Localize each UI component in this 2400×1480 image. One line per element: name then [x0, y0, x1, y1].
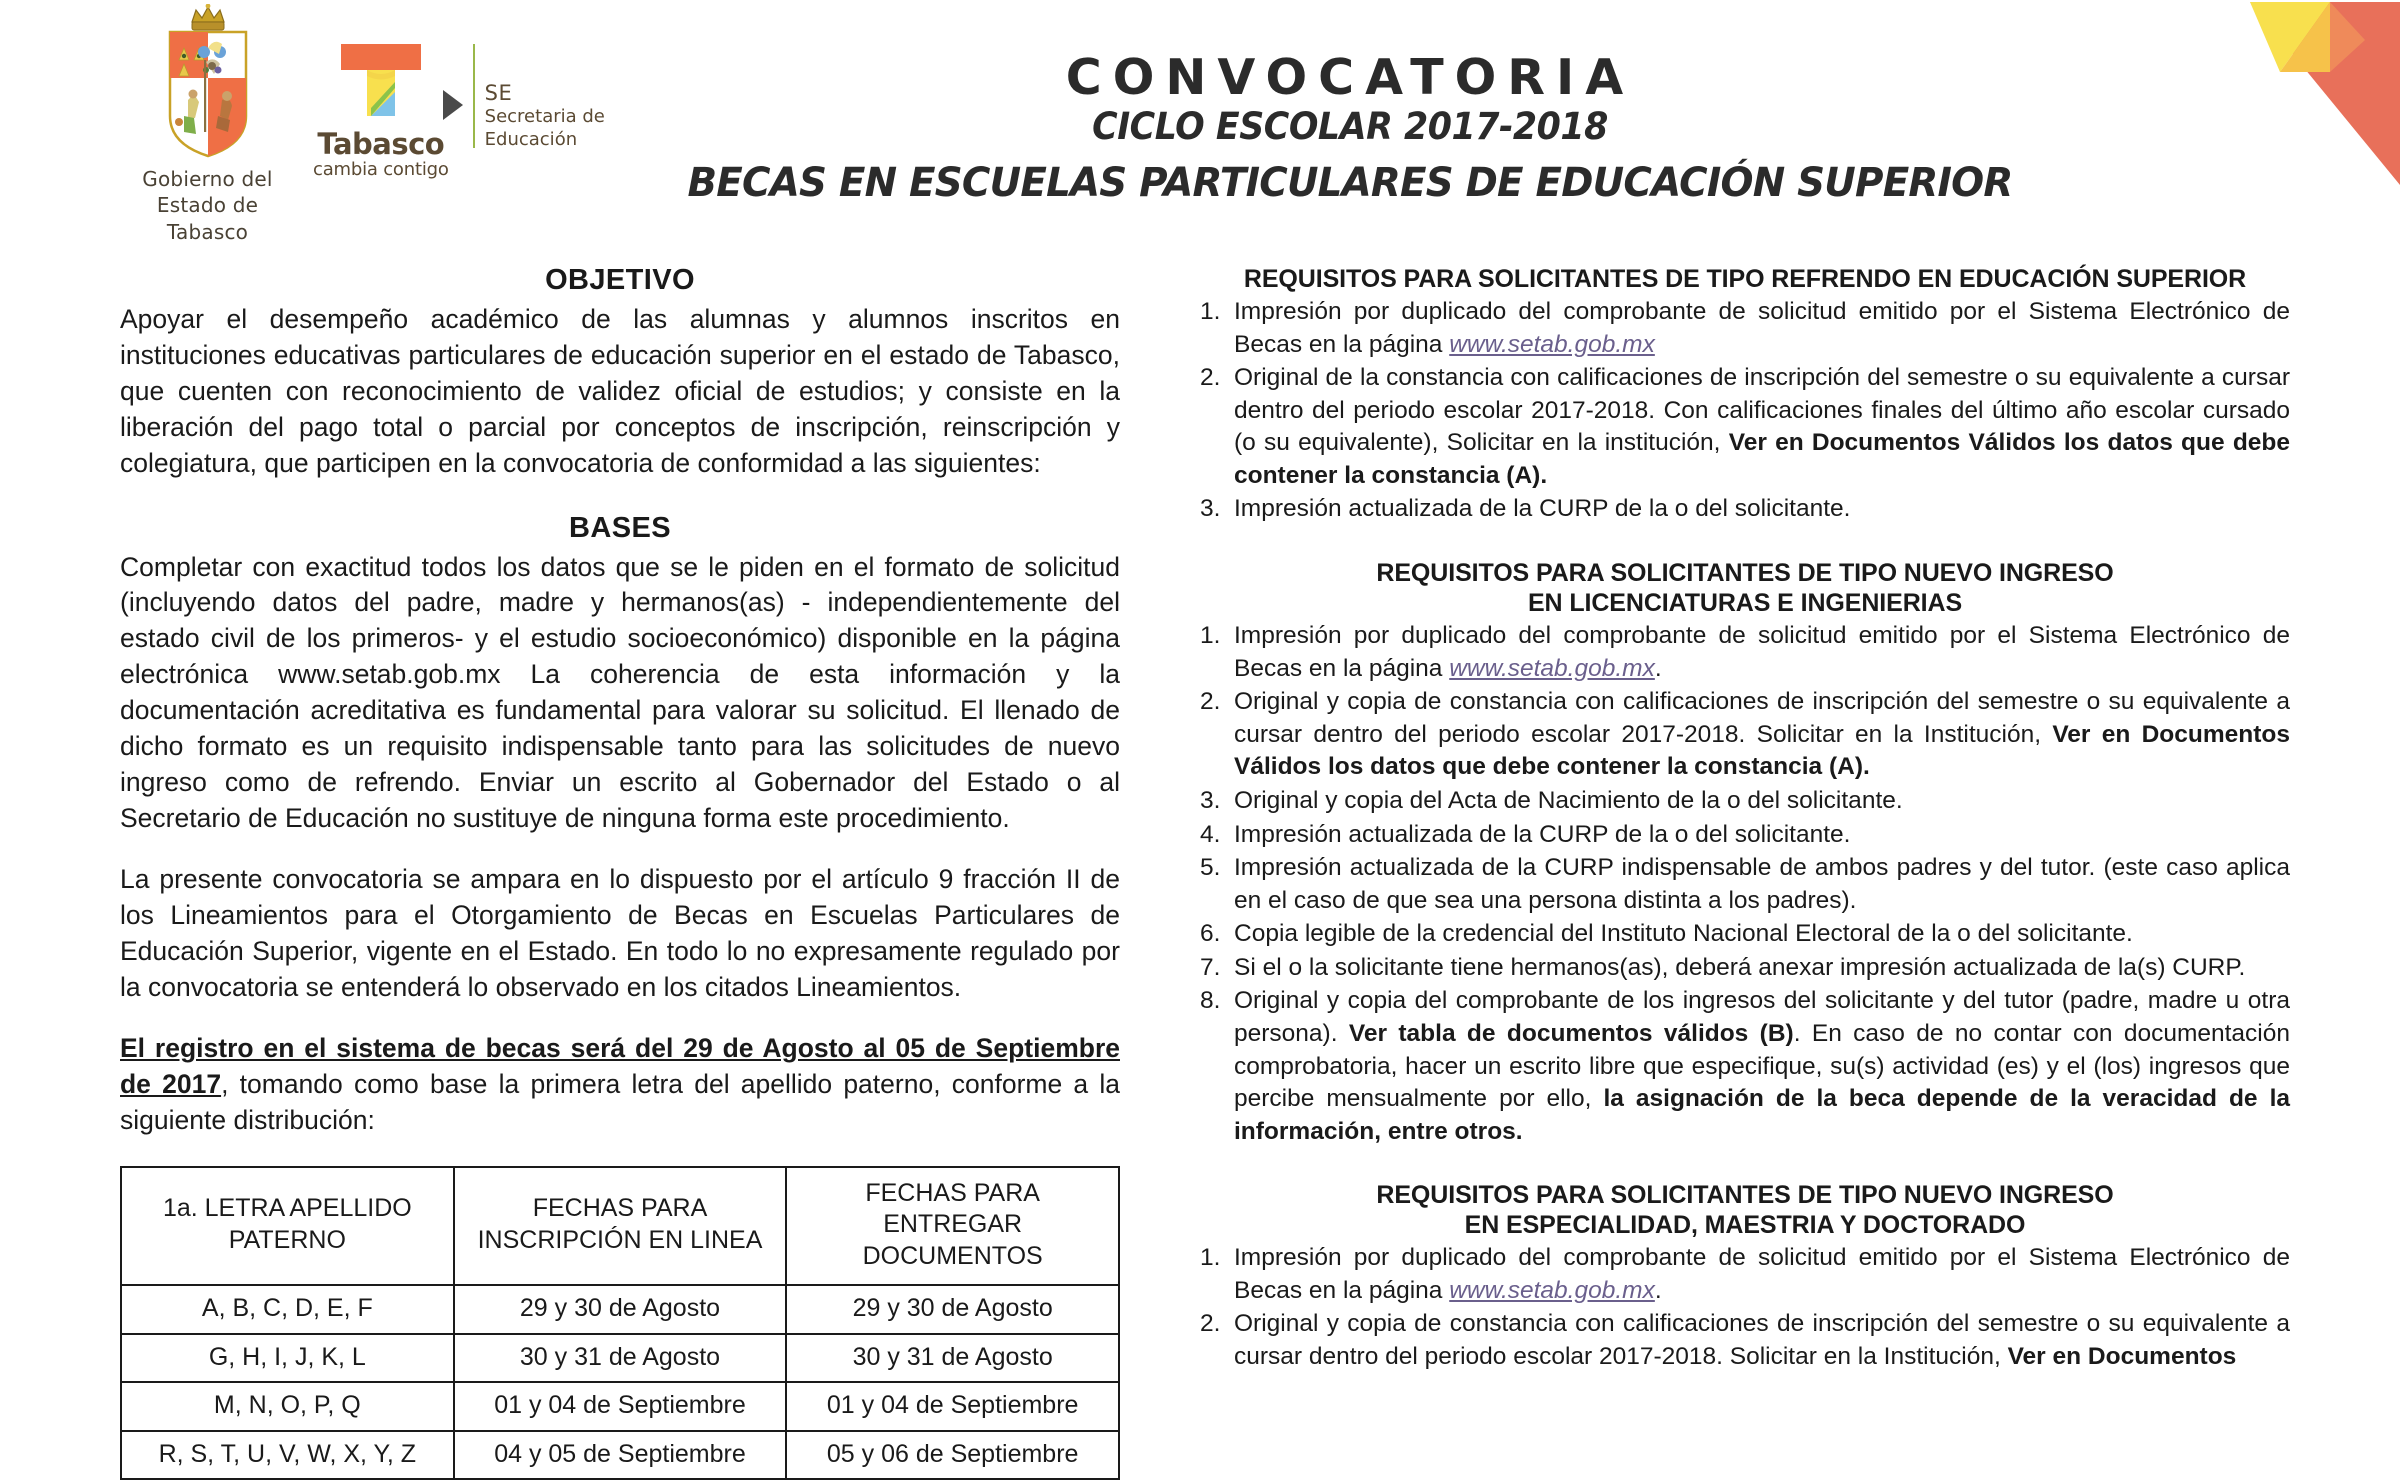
table-cell-inscripcion: 01 y 04 de Septiembre [454, 1382, 787, 1431]
gobierno-caption [120, 166, 295, 245]
list-item [1200, 362, 2290, 492]
objetivo-heading: OBJETIVO [545, 264, 695, 296]
refrendo-heading: REQUISITOS PARA SOLICITANTES DE TIPO REFRENDO EN EDUCACIÓN SUPERIOR [1243, 265, 2247, 293]
table-body [121, 1285, 1119, 1479]
tabasco-t-logo-icon [331, 38, 431, 126]
se-line1: Secretaria de [484, 106, 605, 128]
list-item [1200, 918, 2290, 951]
objetivo-paragraph: Apoyar el desempeño académico de las alumnas y alumnos inscritos en instituciones educativas particulares de educación superior en el estado de Tabasco, que cuenten con reconocimiento de validez oficial de estudios; y consiste en la liberación del pago total o parcial por conceptos de inscripción, reinscripción y colegiatura, que participen en la convocatoria de conformidad a las siguientes: [120, 304, 1120, 478]
licenciaturas-heading-line2: EN LICENCIATURAS E INGENIERIAS [1527, 589, 1963, 618]
bases-heading: BASES [569, 511, 671, 544]
table-row [121, 1285, 1119, 1334]
bases-paragraph-2: La presente convocatoria se ampara en lo dispuesto por el artículo 9 fracción II de los Lineamientos para el Otorgamiento de Becas en Escuelas Particulares de Educación Superior, vigente en el Estado. En todo lo no expresamente regulado por la convocatoria se entenderá lo observado en los citados Lineamientos. [120, 863, 1120, 1002]
table-row [121, 1431, 1119, 1480]
tabasco-wordmark: Tabasco [317, 127, 445, 161]
tabasco-tagline: cambia contigo [313, 159, 449, 180]
table-cell-documentos: 01 y 04 de Septiembre [786, 1382, 1119, 1431]
right-column [1180, 264, 2400, 1375]
req-text: Original y copia de constancia con calificaciones de inscripción del semestre o su equivalente a cursar dentro del periodo escolar 2017-2018. Solicitar en la Institución, [1234, 688, 2290, 748]
table-header-letra-l2: PATERNO [228, 1225, 346, 1254]
setab-link[interactable]: www.setab.gob.mx [1449, 330, 1655, 358]
table-cell-inscripcion: 30 y 31 de Agosto [454, 1334, 787, 1383]
list-item [1200, 686, 2290, 784]
req-text: Impresión actualizada de la CURP indispensable de ambos padres y del tutor. (este caso aplica en el caso de que sea una persona distinta a los padres). [1234, 854, 2290, 914]
req-text: Si el o la solicitante tiene hermanos(as), deberá anexar impresión actualizada de la(s) CURP. [1234, 953, 2246, 981]
licenciaturas-requirements-list [1200, 620, 2290, 1148]
req-text: Impresión por duplicado del comprobante de solicitud emitido por el Sistema Electrónico de Becas en la página [1234, 298, 2290, 358]
table-cell-documentos: 05 y 06 de Septiembre [786, 1431, 1119, 1480]
refrendo-requirements-list [1200, 296, 2290, 526]
list-item [1200, 493, 2290, 526]
school-cycle-subtitle: CICLO ESCOLAR 2017-2018 [1092, 105, 1608, 149]
distribution-table [120, 1166, 1120, 1480]
bases-paragraph-1: Completar con exactitud todos los datos que se le piden en el formato de solicitud (incluyendo datos del padre, madre y hermanos(as) - independientemente del estado civil de los primeros- y el estudio socioeconómico) disponible en la página electrónica www.setab.gob.mx La coherencia de esta información y la documentación acreditativa es fundamental para valorar su solicitud. El llenado de dicho formato es un requisito indispensable tanto para las solicitudes de nuevo ingreso como de refrendo. Enviar un escrito al Gobernador del Estado o al Secretario de Educación no sustituye de ninguna forma este procedimiento. [120, 551, 1120, 833]
req-text: Impresión actualizada de la CURP de la o del solicitante. [1234, 820, 1851, 848]
table-cell-letras: M, N, O, P, Q [121, 1382, 454, 1431]
req-text-post: . [1654, 1276, 1662, 1304]
registro-line [120, 1031, 1120, 1139]
req-text: Impresión por duplicado del comprobante de solicitud emitido por el Sistema Electrónico de Becas en la página [1234, 622, 2290, 682]
table-cell-letras: G, H, I, J, K, L [121, 1334, 454, 1383]
coat-of-arms-icon [148, 4, 268, 164]
setab-link[interactable]: www.setab.gob.mx [1449, 1276, 1655, 1304]
req-text: Original y copia del comprobante de los ingresos del solicitante y del tutor (padre, madre u otra persona). [1234, 987, 2290, 1047]
gobierno-logo [120, 4, 295, 245]
table-cell-letras: A, B, C, D, E, F [121, 1285, 454, 1334]
req-text-mid: . En caso de no contar con documentación comprobatoria, hacer un escrito libre que especifique, su(s) actividad (es) y el (los) ingresos que percibe mensualmente por ello, [1234, 1019, 2291, 1113]
req-text-bold: Ver tabla de documentos válidos (B) [1348, 1019, 1794, 1047]
req-text: Original y copia del Acta de Nacimiento de la o del solicitante. [1234, 786, 1903, 814]
list-item [1200, 952, 2290, 985]
req-text: Original de la constancia con calificaciones de inscripción del semestre o su equivalente a cursar dentro del periodo escolar 2017-2018. Con calificaciones finales del último año escolar cursado (o su equivalente), Solicitar en la institución, [1234, 364, 2290, 457]
req-text-post: . [1654, 654, 1662, 682]
list-item [1200, 985, 2290, 1148]
table-header-documentos-l1: FECHAS PARA [865, 1178, 1040, 1207]
coat-of-arms-tabasco-icon [148, 4, 268, 159]
page-title: CONVOCATORIA [1065, 49, 1635, 106]
table-cell-inscripcion: 29 y 30 de Agosto [454, 1285, 787, 1334]
posgrado-heading-line1: REQUISITOS PARA SOLICITANTES DE TIPO NUEVO INGRESO [1376, 1181, 2114, 1210]
table-header-inscripcion-l2: INSCRIPCIÓN EN LINEA [477, 1225, 763, 1254]
posgrado-heading-line2: EN ESPECIALIDAD, MAESTRIA Y DOCTORADO [1464, 1211, 2026, 1240]
se-abbreviation: SE [484, 81, 513, 105]
table-row [121, 1334, 1119, 1383]
table-cell-letras: R, S, T, U, V, W, X, Y, Z [121, 1431, 454, 1480]
gobierno-caption-line2: Estado de Tabasco [156, 193, 259, 244]
posgrado-requirements-list [1200, 1242, 2290, 1373]
list-item [1200, 819, 2290, 852]
document-header [0, 0, 2400, 250]
table-cell-documentos: 30 y 31 de Agosto [786, 1334, 1119, 1383]
list-item [1200, 1242, 2290, 1307]
table-header-documentos-l2: ENTREGAR DOCUMENTOS [862, 1210, 1043, 1270]
content-columns [0, 264, 2400, 1480]
setab-link[interactable]: www.setab.gob.mx [1449, 654, 1655, 682]
registro-period-bold: El registro en el sistema de becas será del 29 de Agosto al 05 de Septiembre de 2017 [120, 1033, 1120, 1100]
list-item [1200, 785, 2290, 818]
list-item [1200, 852, 2290, 917]
table-cell-inscripcion: 04 y 05 de Septiembre [454, 1431, 787, 1480]
licenciaturas-heading [1200, 558, 2290, 618]
program-title: BECAS EN ESCUELAS PARTICULARES DE EDUCACIÓN SUPERIOR [687, 159, 2013, 206]
se-line2: Educación [484, 129, 578, 151]
req-text-bold: Ver en Documentos Válidos los datos que debe contener la constancia (A). [1234, 720, 2290, 781]
req-text-bold: Ver en Documentos [2007, 1343, 2237, 1371]
list-item [1200, 620, 2290, 685]
registro-period-rest: , tomando como base la primera letra del apellido paterno, conforme a la siguiente distribución: [120, 1069, 1120, 1136]
table-row [121, 1382, 1119, 1431]
table-cell-documentos: 29 y 30 de Agosto [786, 1285, 1119, 1334]
left-column [0, 264, 1180, 1480]
gobierno-caption-line1: Gobierno del [142, 167, 273, 191]
req-text: Copia legible de la credencial del Instituto Nacional Electoral de la o del solicitante. [1234, 920, 2133, 948]
table-header-inscripcion-l1: FECHAS PARA [532, 1194, 708, 1223]
list-item [1200, 1308, 2290, 1373]
req-text-bold: Ver en Documentos Válidos los datos que debe contener la constancia (A). [1234, 429, 2290, 489]
req-text: Impresión por duplicado del comprobante de solicitud emitido por el Sistema Electrónico de Becas en la página [1234, 1244, 2290, 1304]
table-header-letra-l1: 1a. LETRA APELLIDO [162, 1194, 412, 1223]
req-text-bold2: la asignación de la beca depende de la veracidad de la información, entre otros. [1234, 1085, 2290, 1145]
licenciaturas-heading-line1: REQUISITOS PARA SOLICITANTES DE TIPO NUEVO INGRESO [1376, 559, 2114, 588]
title-block [420, 49, 2280, 208]
req-text: Impresión actualizada de la CURP de la o del solicitante. [1234, 495, 1851, 523]
req-text: Original y copia de constancia con calificaciones de inscripción del semestre o su equivalente a cursar dentro del periodo escolar 2017-2018. Solicitar en la Institución, [1234, 1310, 2290, 1371]
posgrado-heading [1200, 1180, 2290, 1240]
list-item [1200, 296, 2290, 361]
